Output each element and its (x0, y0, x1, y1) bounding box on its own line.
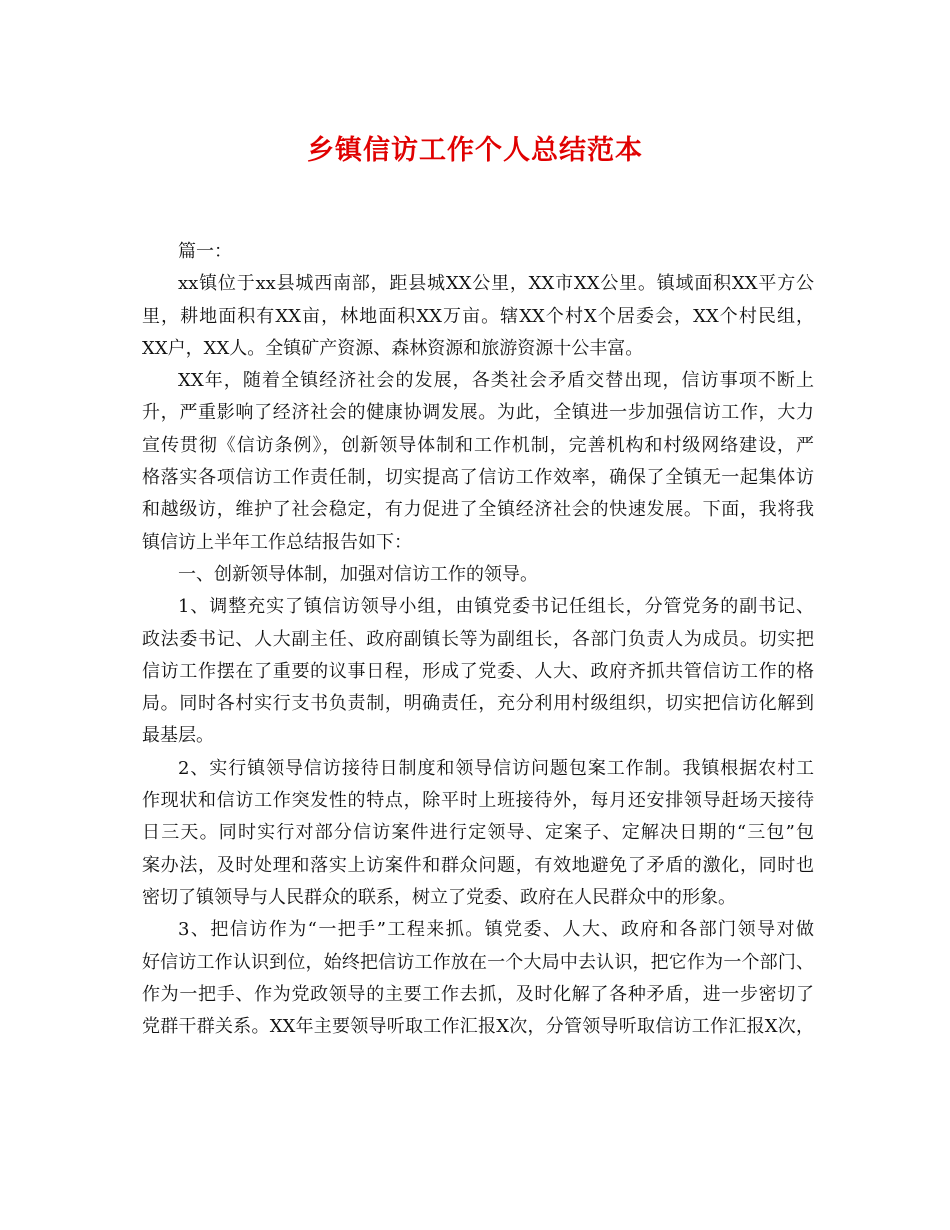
text-line: 作现状和信访工作突发性的特点，除平时上班接待外，每月还安排领导赶场天接待 (142, 790, 814, 812)
text-line: 党群干群关系。XX年主要领导听取工作汇报X次，分管领导听取信访工作汇报X次， (142, 1016, 814, 1038)
text-line: xx镇位于xx县城西南部，距县城XX公里，XX市XX公里。镇域面积XX平方公 (178, 273, 814, 295)
text-line: 政法委书记、人大副主任、政府副镇长等为副组长，各部门负责人为成员。切实把 (142, 628, 814, 650)
text-line: 里，耕地面积有XX亩，林地面积XX万亩。辖XX个村X个居委会，XX个村民组， (142, 305, 814, 327)
text-line: 篇一： (178, 241, 232, 262)
text-line: 宣传贯彻《信访条例》，创新领导体制和工作机制，完善机构和村级网络建设，严 (142, 434, 814, 456)
text-line: 好信访工作认识到位，始终把信访工作放在一个大局中去认识，把它作为一个部门、 (142, 951, 814, 973)
text-line: 1、调整充实了镇信访领导小组，由镇党委书记任组长，分管党务的副书记、 (178, 596, 814, 618)
text-line: XX年，随着全镇经济社会的发展，各类社会矛盾交替出现，信访事项不断上 (178, 370, 814, 392)
text-line: 日三天。同时实行对部分信访案件进行定领导、定案子、定解决日期的“三包”包 (142, 822, 814, 844)
text-line: 局。同时各村实行支书负责制，明确责任，充分利用村级组织，切实把信访化解到 (142, 693, 814, 715)
text-line: 一、创新领导体制，加强对信访工作的领导。 (178, 563, 538, 585)
text-line: 镇信访上半年工作总结报告如下： (142, 531, 412, 553)
text-line: 密切了镇领导与人民群众的联系，树立了党委、政府在人民群众中的形象。 (142, 886, 736, 908)
text-line: 和越级访，维护了社会稳定，有力促进了全镇经济社会的快速发展。下面，我将我 (142, 499, 814, 521)
document-title: 乡镇信访工作个人总结范本 (307, 135, 643, 166)
text-line: 最基层。 (142, 725, 214, 747)
text-line: 升，严重影响了经济社会的健康协调发展。为此，全镇进一步加强信访工作，大力 (142, 402, 814, 424)
text-line: 案办法，及时处理和落实上访案件和群众问题，有效地避免了矛盾的激化，同时也 (142, 854, 814, 876)
text-line: 3、把信访作为“一把手”工程来抓。镇党委、人大、政府和各部门领导对做 (178, 919, 814, 941)
text-line: 2、实行镇领导信访接待日制度和领导信访问题包案工作制。我镇根据农村工 (178, 757, 814, 779)
text-line: XX户，XX人。全镇矿产资源、森林资源和旅游资源十公丰富。 (142, 337, 644, 359)
text-line: 信访工作摆在了重要的议事日程，形成了党委、人大、政府齐抓共管信访工作的格 (142, 660, 814, 682)
document-body (142, 236, 814, 1043)
text-line: 格落实各项信访工作责任制，切实提高了信访工作效率，确保了全镇无一起集体访 (142, 467, 814, 489)
text-line: 作为一把手、作为党政领导的主要工作去抓，及时化解了各种矛盾，进一步密切了 (142, 983, 814, 1005)
